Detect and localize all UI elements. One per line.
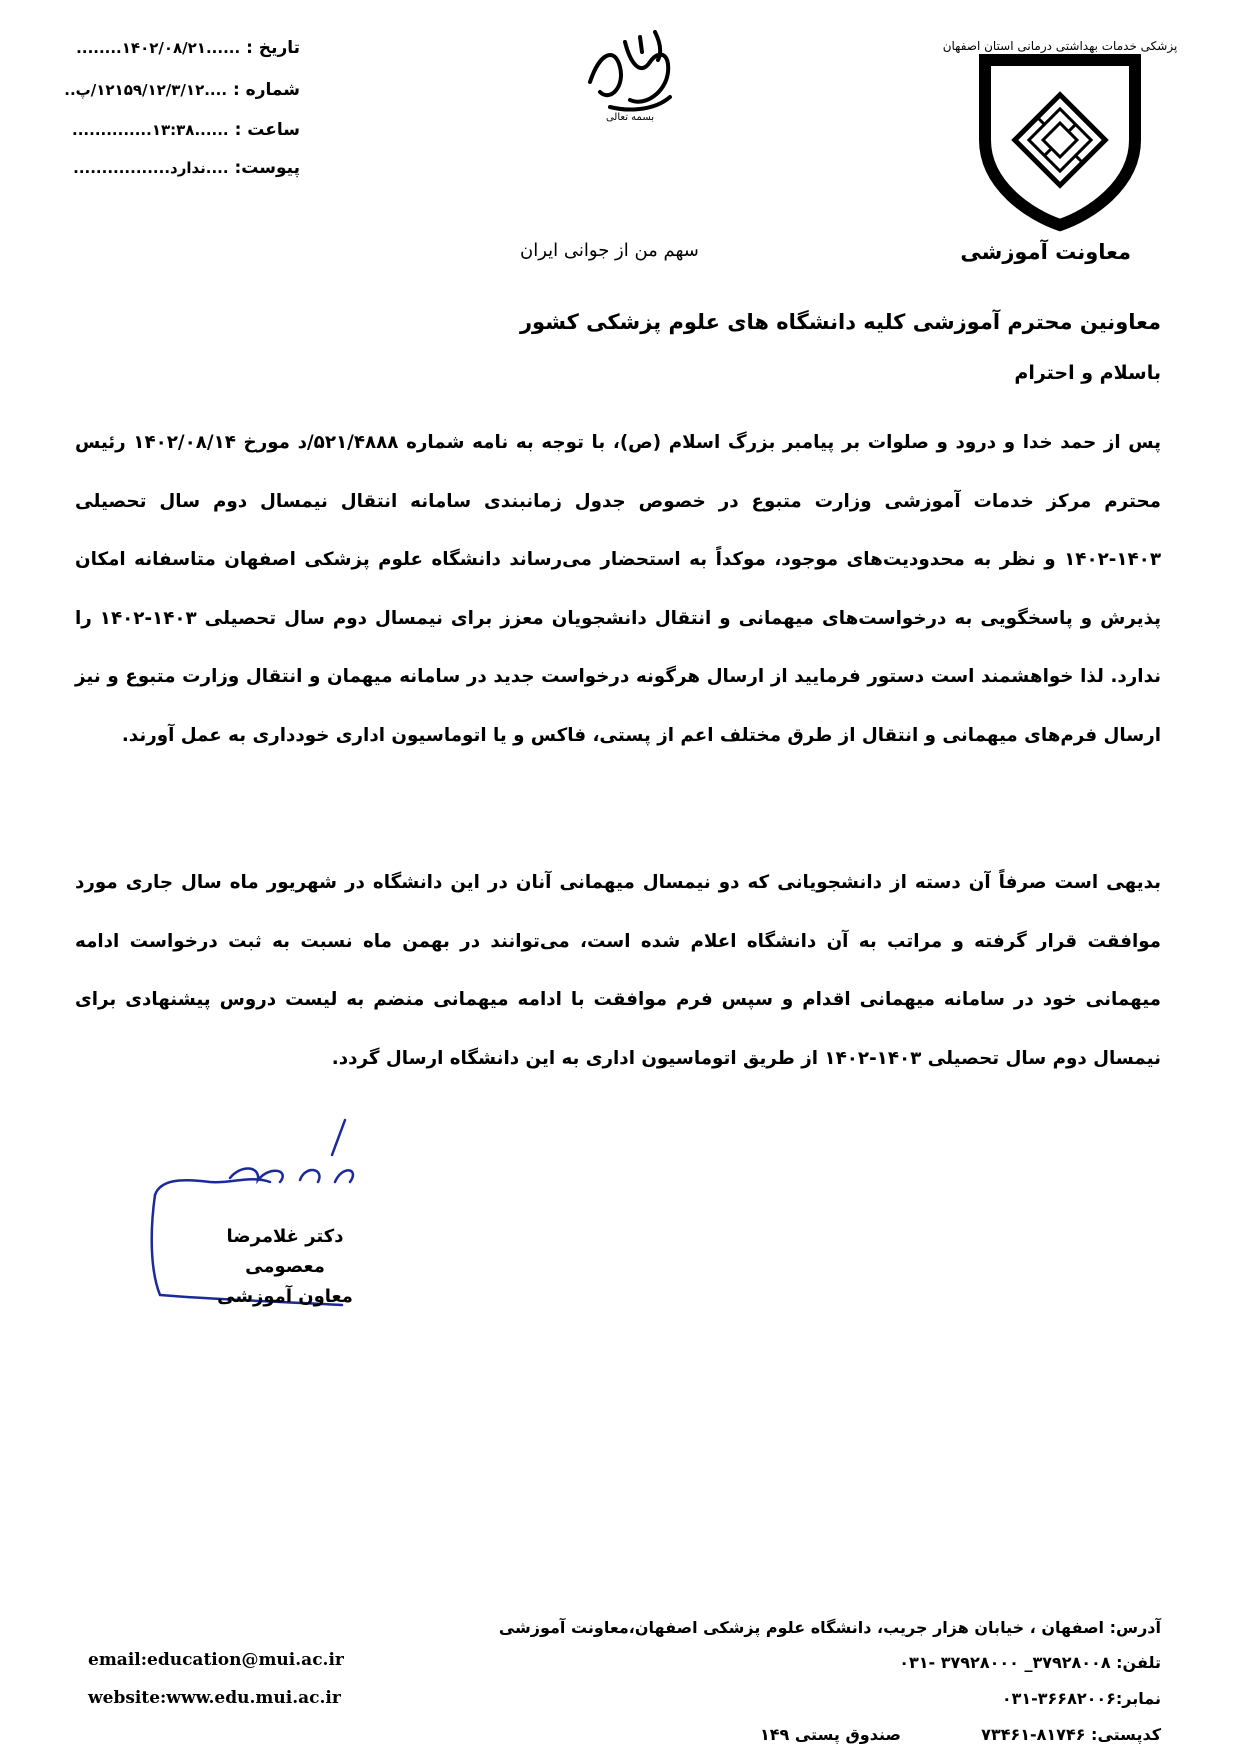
number-row [55,80,300,110]
slogan: سهم من از جوانی ایران [520,240,699,261]
footer-address: آدرس: اصفهان ، خیابان هزار جریب، دانشگاه علوم پزشکی اصفهان،معاونت آموزشی [498,1618,1161,1637]
date-value: ......۱۴۰۲/۰۸/۲۱........ [76,39,241,57]
university-emblem [942,20,1178,230]
paragraph-2: بدیهی است صرفاً آن دسته از دانشجویانی که دو نیمسال میهمانی آنان در این دانشگاه در شهریور ماه سال جاری مورد موافقت قرار گرفته و مراتب به آن دانشگاه اعلام شده است، می‌توانند در بهمن ماه نسبت به ثبت درخواست ادامه میهمانی خود در سامانه میهمانی اقدام و سپس فرم موافقت با ادامه میهمانی منضم به لیست دروس پیشنهادی برای نیمسال دوم سال تحصیلی ۱۴۰۳-۱۴۰۲ از طریق اتوماسیون اداری به این دانشگاه ارسال گردد. [75,872,1161,1069]
emblem-text: پزشکی خدمات بهداشتی درمانی استان اصفهان [942,39,1178,53]
attachment-label: پیوست: [234,158,300,178]
footer-postal-code: کدپستی: ۸۱۷۴۶-۷۳۴۶۱ [981,1725,1161,1744]
date-label: تاریخ : [246,38,300,58]
number-value: ....۱۲۱۵۹/۱۲/۳/۱۲/پ.. [64,81,228,99]
paragraph-1: پس از حمد خدا و درود و صلوات بر پیامبر بزرگ اسلام (ص)، با توجه به نامه شماره ۵۲۱/۴۸۸۸/د مورخ ۱۴۰۲/۰۸/۱۴ رئیس محترم مرکز خدمات آموزشی وزارت متبوع در خصوص جدول زمانبندی سامانه انتقال نیمسال دوم سال تحصیلی ۱۴۰۳-۱۴۰۲ و نظر به محدودیت‌های موجود، موکداً به استحضار می‌رساند دانشگاه علوم پزشکی اصفهان متاسفانه امکان پذیرش و پاسخگویی به درخواست‌های میهمانی و انتقال دانشجویان معزز برای نیمسال دوم سال تحصیلی ۱۴۰۳-۱۴۰۲ را ندارد. لذا خواهشمند است دستور فرمایید از ارسال هرگونه درخواست جدید در سامانه میهمان و انتقال وزارت متبوع و نیز ارسال فرم‌های میهمانی و انتقال از طرق مختلف اعم از پستی، فاکس و یا اتوماسیون اداری خودداری به عمل آورند. [75,432,1161,746]
time-label: ساعت : [234,120,300,140]
signatory-title: معاون آموزشی [217,1286,353,1307]
footer-fax: نمابر:۳۶۶۸۲۰۰۶-۰۳۱ [1001,1689,1161,1708]
footer-phone: تلفن: ۳۷۹۲۸۰۰۸_ ۳۷۹۲۸۰۰۰ -۰۳۱ [899,1653,1161,1672]
time-row [55,120,300,150]
date-row [55,38,300,68]
footer-website: website:www.edu.mui.ac.ir [88,1688,341,1708]
org-name: معاونت آموزشی [960,240,1131,264]
greeting: باسلام و احترام [1014,362,1161,384]
recipient: معاونین محترم آموزشی کلیه دانشگاه های علوم پزشکی کشور [519,310,1161,334]
signatory [195,1222,375,1312]
time-value: ......۱۳:۳۸.............. [72,121,229,139]
footer-email: email:education@mui.ac.ir [88,1650,344,1670]
footer-po-box: صندوق پستی ۱۴۹ [760,1725,901,1744]
attachment-value: ....ندارد................. [73,159,229,177]
attachment-row [55,158,300,188]
besmellah-text: بسمه تعالی [605,112,655,123]
signatory-name: دکتر غلامرضا معصومی [226,1226,344,1277]
besmellah-calligraphy [570,22,690,122]
number-label: شماره : [232,80,300,100]
